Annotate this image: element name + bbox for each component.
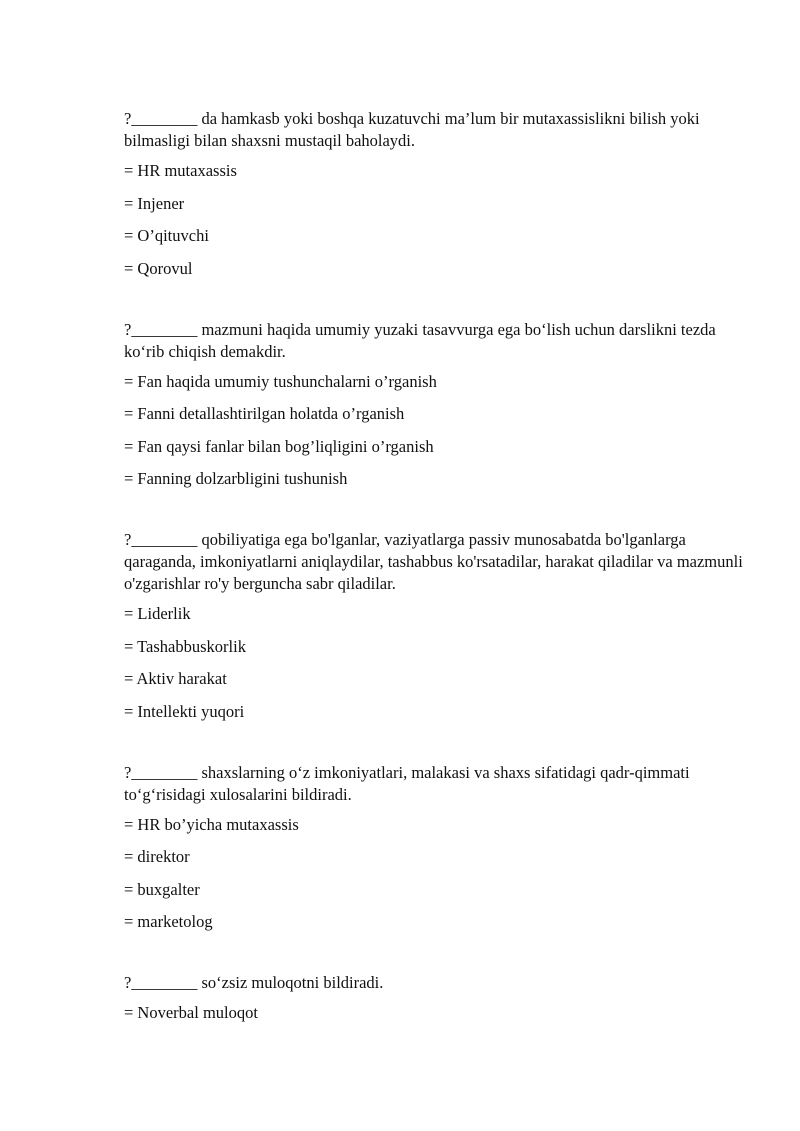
question-block (124, 319, 750, 491)
answer-option: = Noverbal muloqot (124, 1003, 258, 1022)
answer-option: = Aktiv harakat (124, 669, 227, 688)
answer-option: = marketolog (124, 912, 213, 931)
document-page (124, 108, 750, 1063)
answer-option: = Fan haqida umumiy tushunchalarni o’rganish (124, 371, 437, 391)
answer-option: = Intellekti yuqori (124, 701, 245, 721)
answer-option: = Injener (124, 193, 185, 213)
answer-option: = buxgalter (124, 879, 200, 899)
question-text: ?________ qobiliyatiga ega bo'lganlar, vaziyatlarga passiv munosabatda bo'lganlarga qaraganda, imkoniyatlarni aniqlaydilar, tashabbus ko'rsatadilar, harakat qiladilar va mazmunli o'zgarishlar ro'y berguncha sabr qiladilar. (124, 530, 743, 593)
answer-option: = Qorovul (124, 258, 193, 278)
answer-option: = Fanni detallashtirilgan holatda o’rganish (124, 404, 405, 423)
answer-option: = Fanning dolzarbligini tushunish (124, 469, 348, 488)
question-text: ?________ mazmuni haqida umumiy yuzaki tasavvurga ega boʻlish uchun darslikni tezda koʻrib chiqish demakdir. (124, 319, 716, 361)
question-text: ?________ soʻzsiz muloqotni bildiradi. (124, 973, 384, 992)
answer-option: = Tashabbuskorlik (124, 636, 246, 656)
answer-option: = HR bo’yicha mutaxassis (124, 814, 299, 834)
answer-option: = HR mutaxassis (124, 161, 237, 180)
question-text: ?________ shaxslarning oʻz imkoniyatlari, malakasi va shaxs sifatidagi qadr-qimmati toʻgʻrisidagi xulosalarini bildiradi. (124, 762, 690, 804)
question-block (124, 762, 750, 934)
question-block (124, 972, 750, 1024)
answer-option: = Liderlik (124, 604, 191, 623)
answer-option: = Fan qaysi fanlar bilan bog’liqligini o’rganish (124, 436, 434, 456)
answer-option: = O’qituvchi (124, 226, 209, 245)
question-block (124, 108, 750, 280)
question-text: ?________ da hamkasb yoki boshqa kuzatuvchi ma’lum bir mutaxassislikni bilish yoki bilmasligi bilan shaxsni mustaqil baholaydi. (124, 109, 700, 150)
answer-option: = direktor (124, 847, 190, 866)
question-block (124, 529, 750, 723)
